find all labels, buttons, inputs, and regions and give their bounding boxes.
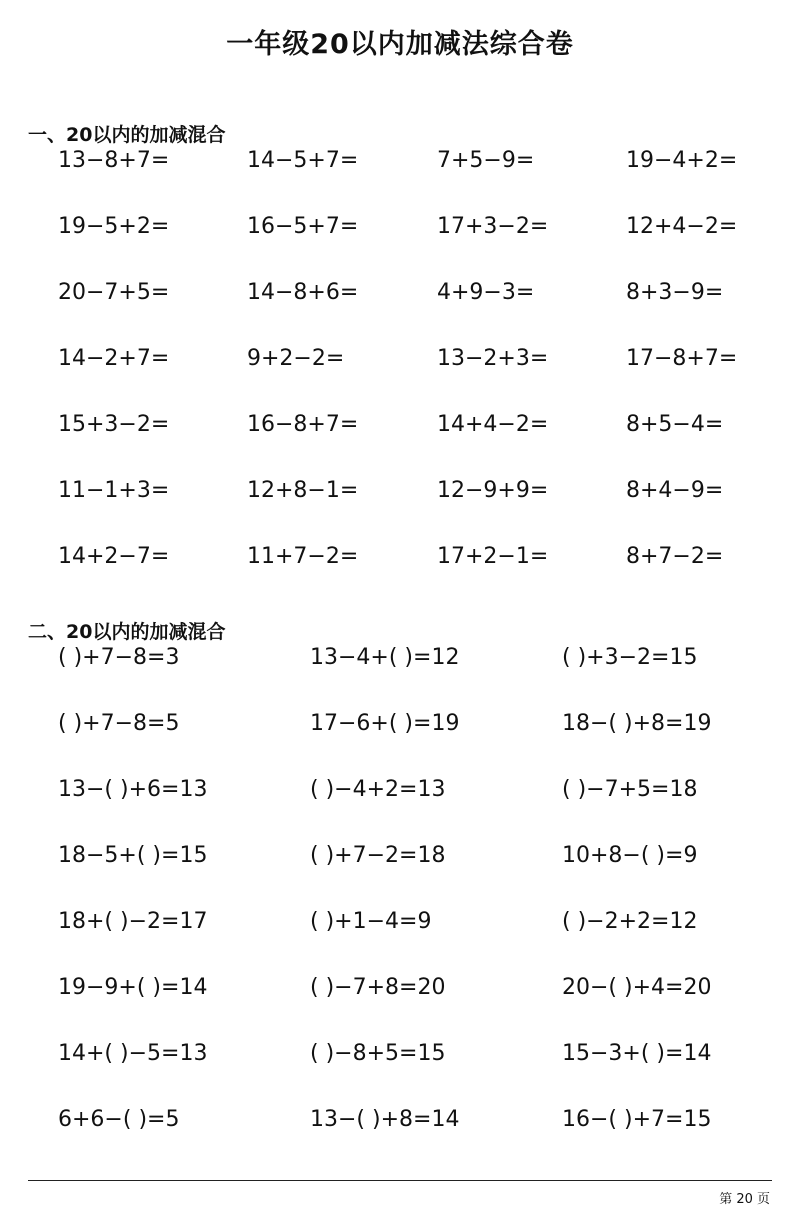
problem: 16−5+7= [247,214,359,239]
problem: 8+7−2= [626,544,724,569]
footer-divider [28,1180,772,1181]
problem: 7+5−9= [437,148,535,173]
page-title: 一年级20以内加减法综合卷 [226,29,574,60]
problem: 14−2+7= [58,346,170,371]
section-heading-1: 一、20以内的加减混合 [28,124,226,146]
fill-in-problem: 10+8−( )=9 [562,843,698,868]
fill-in-problem: 20−( )+4=20 [562,975,712,1000]
page-number: 第 20 页 [719,1192,770,1207]
fill-in-problem: ( )+7−8=3 [58,645,180,670]
fill-in-problem: 15−3+( )=14 [562,1041,712,1066]
problem-row [0,908,800,974]
fill-in-problem: 6+6−( )=5 [58,1107,180,1132]
fill-in-problem: ( )+7−2=18 [310,843,446,868]
problem-row [0,411,800,477]
fill-in-problem: ( )−8+5=15 [310,1041,446,1066]
problem: 19−5+2= [58,214,170,239]
problem-row [0,644,800,710]
fill-in-problem: ( )+7−8=5 [58,711,180,736]
problem: 9+2−2= [247,346,345,371]
problem: 17+2−1= [437,544,549,569]
problem: 12+8−1= [247,478,359,503]
problem: 12+4−2= [626,214,738,239]
fill-in-problem: 17−6+( )=19 [310,711,460,736]
fill-in-problem: 18−5+( )=15 [58,843,208,868]
fill-in-problem: 13−( )+8=14 [310,1107,460,1132]
fill-in-problem: 19−9+( )=14 [58,975,208,1000]
fill-in-problem: 16−( )+7=15 [562,1107,712,1132]
fill-in-problem: 14+( )−5=13 [58,1041,208,1066]
fill-in-problem: ( )−2+2=12 [562,909,698,934]
fill-in-problem: ( )−7+5=18 [562,777,698,802]
problem: 17+3−2= [437,214,549,239]
problem: 4+9−3= [437,280,535,305]
problem: 12−9+9= [437,478,549,503]
problem-row [0,1040,800,1106]
problem: 17−8+7= [626,346,738,371]
problem-row [0,543,800,609]
problem: 11−1+3= [58,478,170,503]
problem-grid-2 [0,644,800,1172]
fill-in-problem: ( )+3−2=15 [562,645,698,670]
problem: 14−8+6= [247,280,359,305]
problem: 16−8+7= [247,412,359,437]
problem: 8+3−9= [626,280,724,305]
problem-row [0,345,800,411]
problem: 15+3−2= [58,412,170,437]
fill-in-problem: 13−4+( )=12 [310,645,460,670]
problem: 20−7+5= [58,280,170,305]
problem-row [0,1106,800,1172]
problem-row [0,776,800,842]
problem: 13−2+3= [437,346,549,371]
fill-in-problem: 18−( )+8=19 [562,711,712,736]
problem-row [0,147,800,213]
problem-row [0,477,800,543]
problem: 19−4+2= [626,148,738,173]
fill-in-problem: ( )−4+2=13 [310,777,446,802]
problem: 8+5−4= [626,412,724,437]
fill-in-problem: ( )−7+8=20 [310,975,446,1000]
section-heading-2: 二、20以内的加减混合 [28,621,226,643]
problem: 8+4−9= [626,478,724,503]
problem-row [0,842,800,908]
problem-row [0,279,800,345]
fill-in-problem: 13−( )+6=13 [58,777,208,802]
fill-in-problem: ( )+1−4=9 [310,909,432,934]
problem: 11+7−2= [247,544,359,569]
problem-row [0,710,800,776]
fill-in-problem: 18+( )−2=17 [58,909,208,934]
problem: 13−8+7= [58,148,170,173]
problem-row [0,974,800,1040]
problem-grid-1 [0,147,800,609]
problem-row [0,213,800,279]
problem: 14+4−2= [437,412,549,437]
problem: 14−5+7= [247,148,359,173]
problem: 14+2−7= [58,544,170,569]
